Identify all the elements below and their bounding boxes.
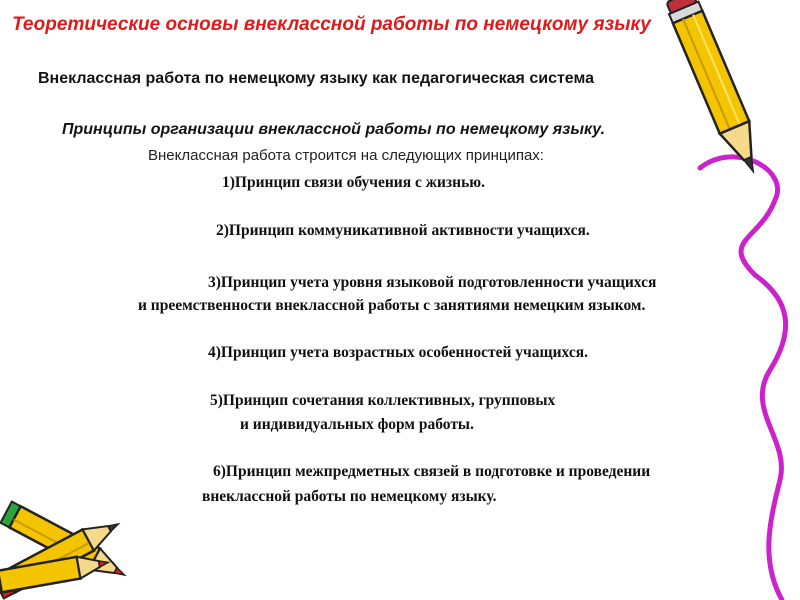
principle-4: 4)Принцип учета возрастных особенностей учащихся. (208, 344, 588, 361)
principle-6: 6)Принцип межпредметных связей в подготовке и проведении (213, 463, 651, 480)
principle-3-continued: и преемственности внеклассной работы с занятиями немецким языком. (138, 297, 646, 314)
slide-subtitle: Внеклассная работа по немецкому языку как педагогическая система (38, 70, 595, 87)
principle-5-continued: и индивидуальных форм работы. (240, 416, 474, 433)
principle-6-continued: внеклассной работы по немецкому языку. (202, 488, 497, 505)
principle-2: 2)Принцип коммуникативной активности учащихся. (216, 222, 590, 239)
principles-intro: Внеклассная работа строится на следующих принципах: (148, 147, 544, 164)
principles-heading: Принципы организации внеклассной работы по немецкому языку. (62, 121, 606, 138)
principle-5: 5)Принцип сочетания коллективных, групповых (210, 392, 556, 409)
principle-3: 3)Принцип учета уровня языковой подготовленности учащихся (208, 274, 657, 291)
principle-1: 1)Принцип связи обучения с жизнью. (222, 174, 485, 191)
slide-title: Теоретические основы внеклассной работы по немецкому языку (12, 14, 651, 35)
